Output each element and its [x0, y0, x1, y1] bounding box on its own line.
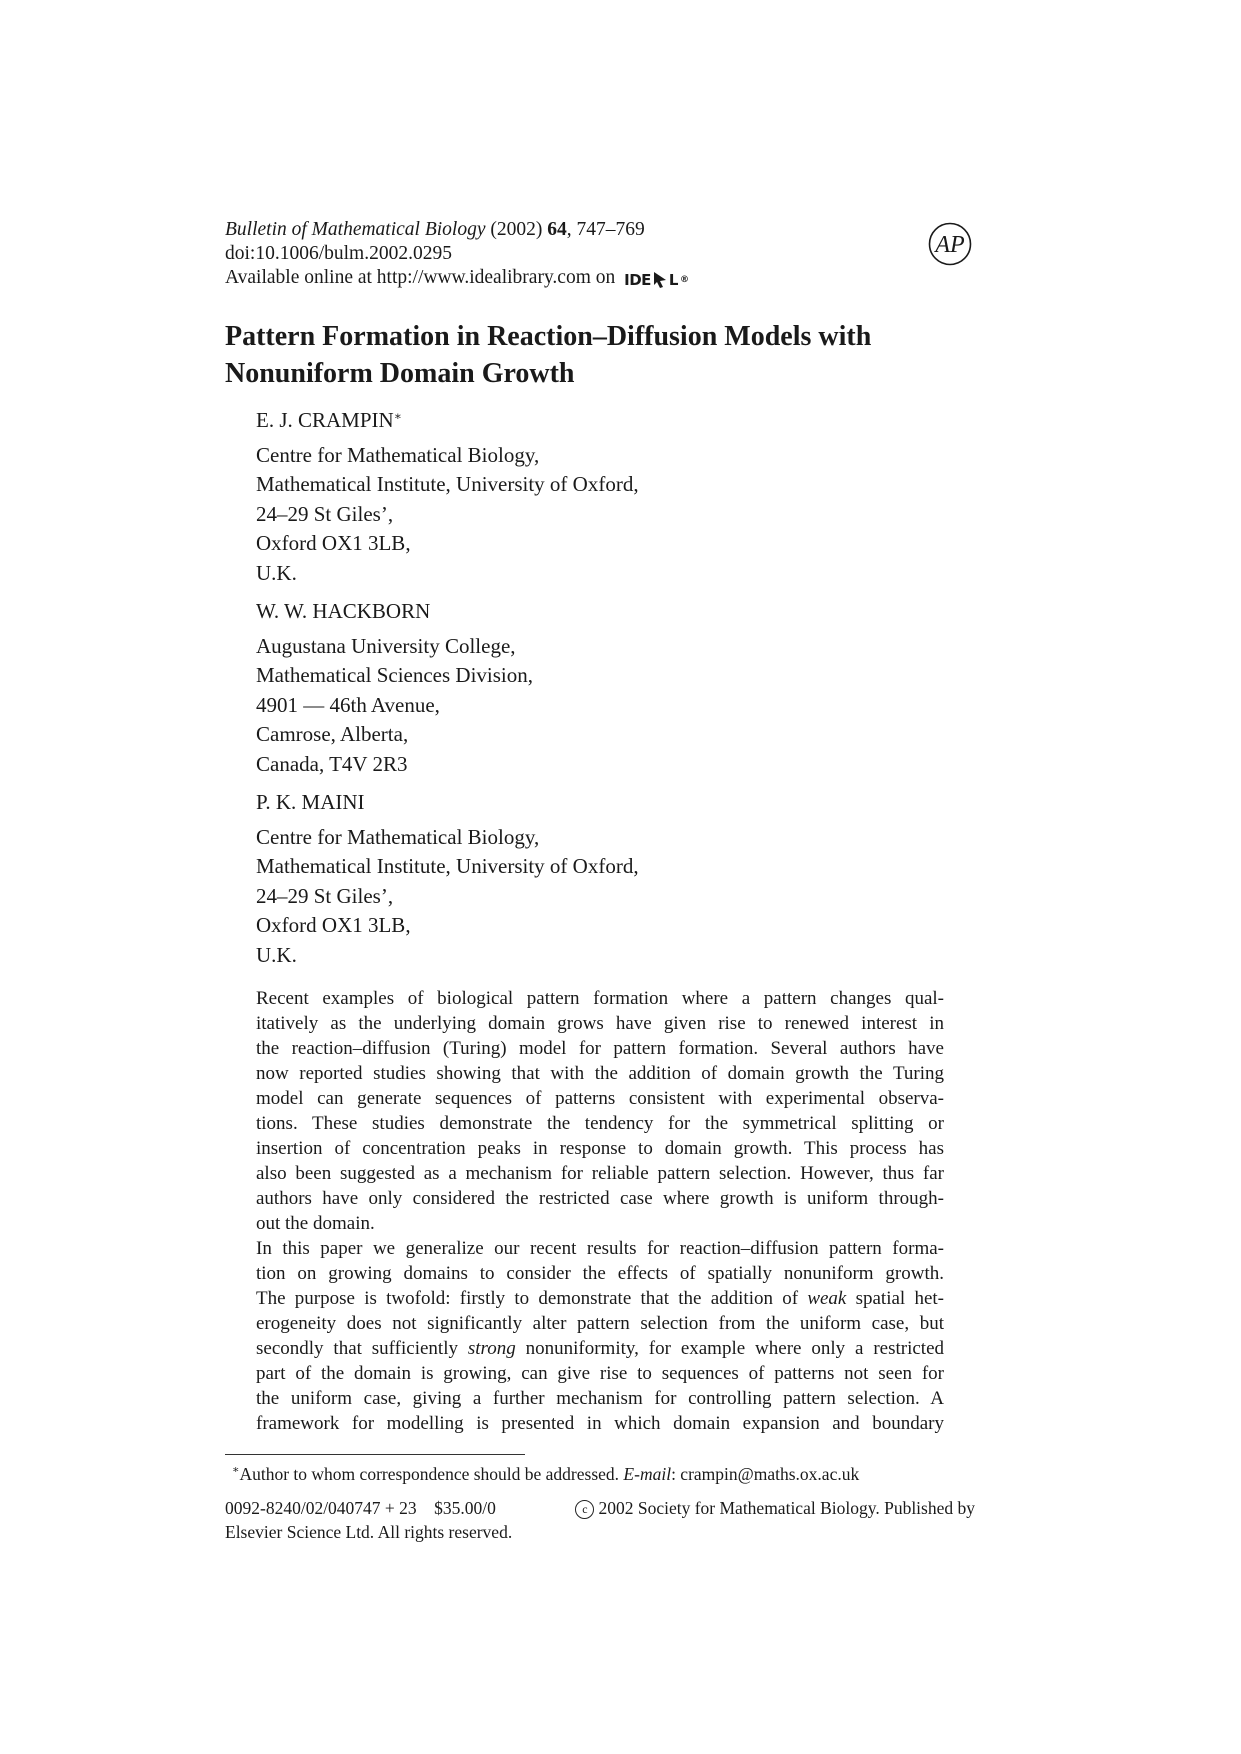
address-line: Mathematical Sciences Division,: [256, 663, 534, 687]
abstract-line: out the domain.: [256, 1213, 375, 1234]
academic-press-logo: [928, 222, 972, 266]
author-list: [256, 402, 639, 979]
availability-text: Available online at http://www.idealibrary.com on: [225, 267, 616, 288]
abstract-line: tion on growing domains to consider the effects of spatially nonuniform growth.: [256, 1263, 944, 1284]
doi: doi:10.1006/bulm.2002.0295: [225, 243, 452, 264]
address-line: Oxford OX1 3LB,: [256, 531, 411, 555]
availability-line: [225, 266, 688, 292]
address-line: 24–29 St Giles’,: [256, 883, 394, 908]
address-line: U.K.: [256, 942, 297, 967]
address-line: Camrose, Alberta,: [256, 722, 409, 746]
emphasis-strong: strong: [467, 1338, 516, 1359]
address-line: U.K.: [256, 560, 297, 585]
copyright-notice: [225, 1496, 975, 1544]
abstract-line: secondly that sufficiently strong nonuniformity, for example where only a restricted: [256, 1338, 944, 1359]
paper-title: Pattern Formation in Reaction–Diffusion Models with Nonuniform Domain Growth: [225, 321, 872, 389]
footnote: ∗Author to whom correspondence should be addressed. E-mail: crampin@maths.ox.ac.uk: [232, 1463, 860, 1484]
journal-year: (2002): [490, 219, 543, 240]
abstract-line: framework for modelling is presented in which domain expansion and boundary: [256, 1413, 944, 1434]
abstract-line: In this paper we generalize our recent results for reaction–diffusion pattern forma-: [256, 1238, 944, 1259]
emphasis-weak: weak: [807, 1288, 847, 1309]
abstract-line: itatively as the underlying domain grows have given rise to renewed interest in: [256, 1013, 944, 1034]
address-line: Centre for Mathematical Biology,: [256, 442, 540, 467]
email-address: : crampin@maths.ox.ac.uk: [671, 1463, 860, 1484]
author-name: W. W. HACKBORN: [256, 599, 431, 623]
address-line: Mathematical Institute, University of Oxford,: [256, 472, 639, 496]
abstract-line: erogeneity does not significantly alter pattern selection from the uniform case, but: [256, 1313, 944, 1334]
footnote-mark: ∗: [232, 1464, 240, 1476]
email-label: E-mail: [623, 1463, 672, 1484]
address-line: 4901 — 46th Avenue,: [256, 692, 440, 717]
cursor-arrow-icon: [652, 271, 668, 289]
author-name: E. J. CRAMPIN∗: [256, 408, 402, 432]
svg-text:AP: AP: [935, 232, 965, 258]
ideal-logo: IDE L ®: [624, 271, 689, 289]
journal-pages: 747–769: [576, 219, 645, 240]
abstract-line: insertion of concentration peaks in response to domain growth. This process has: [256, 1138, 944, 1159]
abstract-line: The purpose is twofold: firstly to demonstrate that the addition of weak spatial het-: [256, 1288, 944, 1309]
abstract-line: Recent examples of biological pattern formation where a pattern changes qual-: [256, 988, 944, 1009]
address-line: Centre for Mathematical Biology,: [256, 824, 540, 849]
article-code: 0092-8240/02/040747 + 23 $35.00/0: [225, 1498, 496, 1518]
address-line: Canada, T4V 2R3: [256, 751, 408, 776]
abstract-line: tions. These studies demonstrate the tendency for the symmetrical splitting or: [256, 1113, 944, 1134]
address-line: Oxford OX1 3LB,: [256, 913, 411, 937]
abstract-line: authors have only considered the restricted case where growth is uniform through-: [256, 1188, 944, 1209]
copyright-text: 2002 Society for Mathematical Biology. Published by: [598, 1498, 975, 1518]
abstract-line: now reported studies showing that with the addition of domain growth the Turing: [256, 1063, 944, 1084]
address-line: 24–29 St Giles’,: [256, 501, 394, 526]
citation-line: Bulletin of Mathematical Biology (2002) 64, 747–769: [225, 219, 645, 240]
journal-volume: 64: [547, 219, 567, 240]
author-block: [256, 402, 639, 588]
address-line: Mathematical Institute, University of Oxford,: [256, 854, 639, 878]
journal-header: [225, 218, 688, 292]
abstract-line: model can generate sequences of patterns consistent with experimental observa-: [256, 1088, 944, 1109]
abstract-line: the reaction–diffusion (Turing) model for pattern formation. Several authors have: [256, 1038, 944, 1059]
abstract-line: the uniform case, giving a further mechanism for controlling pattern selection. A: [256, 1388, 944, 1409]
footnote-divider: [225, 1454, 525, 1455]
abstract-line: also been suggested as a mechanism for reliable pattern selection. However, thus far: [256, 1163, 944, 1184]
author-block: [256, 788, 639, 970]
abstract: [256, 986, 944, 1436]
copyright-line2: Elsevier Science Ltd. All rights reserved.: [225, 1522, 513, 1542]
journal-name: Bulletin of Mathematical Biology: [225, 219, 486, 240]
author-block: [256, 597, 639, 779]
abstract-line: part of the domain is growing, can give rise to sequences of patterns not seen for: [256, 1363, 944, 1384]
footnote-mark: ∗: [393, 409, 402, 423]
address-line: Augustana University College,: [256, 633, 516, 658]
copyright-icon: c: [575, 1500, 594, 1519]
author-name: P. K. MAINI: [256, 790, 365, 814]
